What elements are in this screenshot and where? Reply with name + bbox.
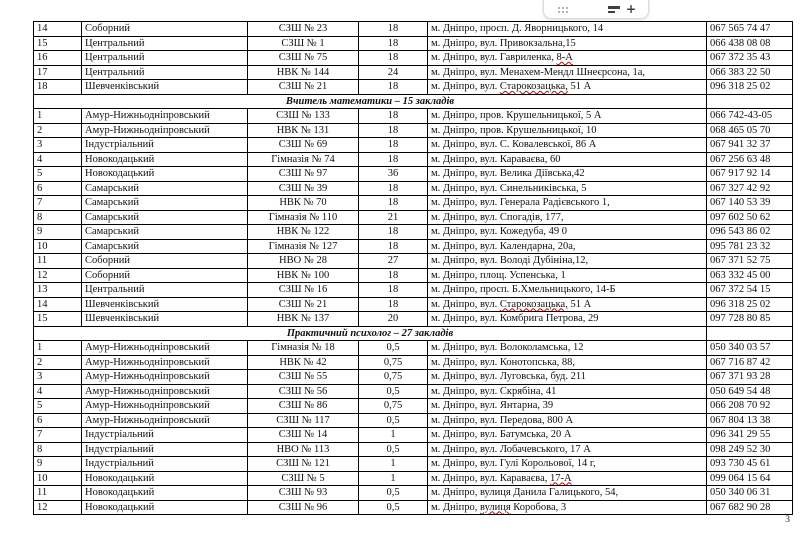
cell-hours[interactable]: 20	[359, 312, 428, 327]
table-row	[34, 210, 793, 225]
table-row	[34, 80, 793, 95]
cell-hours[interactable]: 24	[359, 65, 428, 80]
cell-phone[interactable]: 067 941 32 37	[707, 138, 793, 153]
cell-school[interactable]: НВК № 100	[248, 268, 359, 283]
cell-num[interactable]: 12	[34, 268, 82, 283]
cell-hours[interactable]: 18	[359, 152, 428, 167]
cell-address[interactable]: м. Дніпро, вул. Караваєва, 60	[428, 152, 707, 167]
cell-address[interactable]: м. Дніпро, вул. Гавриленка, 8-А	[428, 51, 707, 66]
cell-address[interactable]: м. Дніпро, вул. Скрябіна, 41	[428, 384, 707, 399]
cell-num[interactable]: 8	[34, 210, 82, 225]
cell-district[interactable]: Амур-Нижньодніпровський	[82, 123, 248, 138]
cell-address[interactable]: м. Дніпро, вул. Велика Діївська,42	[428, 167, 707, 182]
cell-school[interactable]: СЗШ № 121	[248, 457, 359, 472]
table-row	[34, 152, 793, 167]
cell-hours[interactable]: 0,75	[359, 399, 428, 414]
table-row	[34, 22, 793, 37]
misspelled-text: Старокозацька,	[499, 81, 568, 93]
table-row	[34, 355, 793, 370]
table-bars-icon[interactable]	[608, 6, 620, 14]
cell-school[interactable]: СЗШ № 97	[248, 167, 359, 182]
table-row	[34, 283, 793, 298]
cell-hours[interactable]: 0,75	[359, 370, 428, 385]
cell-hours[interactable]: 0,5	[359, 486, 428, 501]
table-row	[34, 109, 793, 124]
cell-school[interactable]: НВО № 28	[248, 254, 359, 269]
cell-hours[interactable]: 18	[359, 22, 428, 37]
cell-district[interactable]: Амур-Нижньодніпровський	[82, 384, 248, 399]
cell-num[interactable]: 2	[34, 355, 82, 370]
table-row	[34, 138, 793, 153]
cell-hours[interactable]: 18	[359, 297, 428, 312]
cell-address[interactable]: м. Дніпро, вул. Генерала Радієвського 1,	[428, 196, 707, 211]
table-row	[34, 254, 793, 269]
cell-hours[interactable]: 0,5	[359, 384, 428, 399]
section-header-row	[34, 326, 793, 341]
cell-district[interactable]: Новокодацький	[82, 167, 248, 182]
cell-hours[interactable]: 0,5	[359, 442, 428, 457]
cell-address[interactable]: м. Дніпро, вул. Лобачевського, 17 А	[428, 442, 707, 457]
misspelled-text: вулиця	[479, 501, 511, 513]
table-row	[34, 500, 793, 515]
cell-phone[interactable]: 098 249 52 30	[707, 442, 793, 457]
cell-school[interactable]: СЗШ № 133	[248, 109, 359, 124]
cell-school[interactable]: СЗШ № 16	[248, 283, 359, 298]
cell-hours[interactable]: 0,5	[359, 413, 428, 428]
table-row	[34, 399, 793, 414]
cell-address[interactable]: м. Дніпро, вул. Передова, 800 А	[428, 413, 707, 428]
cell-district[interactable]: Центральний	[82, 283, 248, 298]
cell-district[interactable]: Самарський	[82, 210, 248, 225]
cell-school[interactable]: СЗШ № 39	[248, 181, 359, 196]
cell-school[interactable]: НВК № 131	[248, 123, 359, 138]
cell-school[interactable]: СЗШ № 21	[248, 80, 359, 95]
cell-phone[interactable]: 050 340 06 31	[707, 486, 793, 501]
cell-school[interactable]: СЗШ № 69	[248, 138, 359, 153]
schools-table-body	[34, 22, 793, 515]
table-row	[34, 239, 793, 254]
misspelled-text: 8-А	[556, 52, 573, 64]
cell-school[interactable]: НВО № 113	[248, 442, 359, 457]
cell-district[interactable]: Шевченківський	[82, 312, 248, 327]
cell-hours[interactable]: 27	[359, 254, 428, 269]
cell-address[interactable]: м. Дніпро, вул. Комбрига Петрова, 29	[428, 312, 707, 327]
table-row	[34, 268, 793, 283]
cell-num[interactable]: 10	[34, 239, 82, 254]
cell-hours[interactable]: 36	[359, 167, 428, 182]
table-row	[34, 36, 793, 51]
cell-district[interactable]: Новокодацький	[82, 486, 248, 501]
plus-icon[interactable]: +	[625, 2, 636, 16]
cell-phone[interactable]: 097 728 80 85	[707, 312, 793, 327]
cell-district[interactable]: Самарський	[82, 225, 248, 240]
cell-num[interactable]: 15	[34, 36, 82, 51]
cell-phone[interactable]: 096 318 25 02	[707, 297, 793, 312]
cell-num[interactable]: 11	[34, 486, 82, 501]
cell-num[interactable]: 2	[34, 123, 82, 138]
cell-district[interactable]: Індустріальний	[82, 457, 248, 472]
cell-address[interactable]: м. Дніпро, вул. Батумська, 20 А	[428, 428, 707, 443]
cell-num[interactable]: 10	[34, 471, 82, 486]
cell-school[interactable]: НВК № 122	[248, 225, 359, 240]
cell-address[interactable]: м. Дніпро, вул. Синельниківська, 5	[428, 181, 707, 196]
cell-school[interactable]: НВК № 137	[248, 312, 359, 327]
cell-school[interactable]: НВК № 70	[248, 196, 359, 211]
cell-address[interactable]: м. Дніпро, вул. Календарна, 20а,	[428, 239, 707, 254]
cell-district[interactable]: Центральний	[82, 51, 248, 66]
cell-school[interactable]: Гімназія № 110	[248, 210, 359, 225]
cell-school[interactable]: СЗШ № 23	[248, 22, 359, 37]
cell-num[interactable]: 1	[34, 109, 82, 124]
cell-num[interactable]: 4	[34, 384, 82, 399]
table-row	[34, 370, 793, 385]
cell-hours[interactable]: 18	[359, 123, 428, 138]
cell-district[interactable]: Самарський	[82, 181, 248, 196]
cell-district[interactable]: Амур-Нижньодніпровський	[82, 399, 248, 414]
cell-district[interactable]: Амур-Нижньодніпровський	[82, 341, 248, 356]
cell-phone[interactable]: 067 140 53 39	[707, 196, 793, 211]
cell-address[interactable]: м. Дніпро, вул. Караваєва, 17-А	[428, 471, 707, 486]
section-title-empty-cell[interactable]	[707, 94, 793, 109]
cell-num[interactable]: 9	[34, 225, 82, 240]
cell-school[interactable]: СЗШ № 96	[248, 500, 359, 515]
cell-district[interactable]: Амур-Нижньодніпровський	[82, 413, 248, 428]
cell-num[interactable]: 7	[34, 196, 82, 211]
table-floating-toolbar	[543, 0, 649, 19]
cell-num[interactable]: 18	[34, 80, 82, 95]
cell-district[interactable]: Амур-Нижньодніпровський	[82, 355, 248, 370]
table-row	[34, 442, 793, 457]
cell-school[interactable]: НВК № 42	[248, 355, 359, 370]
cell-district[interactable]: Амур-Нижньодніпровський	[82, 109, 248, 124]
cell-address[interactable]: м. Дніпро, вул. Кожедуба, 49 0	[428, 225, 707, 240]
cell-hours[interactable]: 18	[359, 36, 428, 51]
table-row	[34, 428, 793, 443]
cell-phone[interactable]: 066 383 22 50	[707, 65, 793, 80]
cell-phone[interactable]: 067 565 74 47	[707, 22, 793, 37]
cell-district[interactable]: Новокодацький	[82, 471, 248, 486]
cell-district[interactable]: Соборний	[82, 254, 248, 269]
cell-school[interactable]: СЗШ № 75	[248, 51, 359, 66]
cell-school[interactable]: СЗШ № 14	[248, 428, 359, 443]
cell-district[interactable]: Самарський	[82, 196, 248, 211]
cell-district[interactable]: Соборний	[82, 268, 248, 283]
cell-address[interactable]: м. Дніпро, пров. Крушельницької, 10	[428, 123, 707, 138]
cell-address[interactable]: м. Дніпро, вул. Конотопська, 88,	[428, 355, 707, 370]
section-title[interactable]: Практичний психолог – 27 закладів	[34, 326, 707, 341]
cell-address[interactable]: м. Дніпро, просп. Б.Хмельницького, 14-Б	[428, 283, 707, 298]
section-title[interactable]: Вчитель математики – 15 закладів	[34, 94, 707, 109]
cell-address[interactable]: м. Дніпро, вул. Володі Дубініна,12,	[428, 254, 707, 269]
cell-phone[interactable]: 050 340 03 57	[707, 341, 793, 356]
cell-num[interactable]: 6	[34, 413, 82, 428]
cell-hours[interactable]: 18	[359, 80, 428, 95]
table-row	[34, 341, 793, 356]
cell-school[interactable]: Гімназія № 74	[248, 152, 359, 167]
cell-phone[interactable]: 099 064 15 64	[707, 471, 793, 486]
cell-hours[interactable]: 1	[359, 471, 428, 486]
cell-address[interactable]: м. Дніпро, просп. Д. Яворницького, 14	[428, 22, 707, 37]
table-row	[34, 181, 793, 196]
cell-num[interactable]: 3	[34, 370, 82, 385]
table-row	[34, 297, 793, 312]
cell-address[interactable]: м. Дніпро, вул. С. Ковалевської, 86 А	[428, 138, 707, 153]
cell-hours[interactable]: 18	[359, 283, 428, 298]
table-row	[34, 225, 793, 240]
cell-phone[interactable]: 067 327 42 92	[707, 181, 793, 196]
cell-phone[interactable]: 066 438 08 08	[707, 36, 793, 51]
table-row	[34, 312, 793, 327]
drag-handle-icon[interactable]	[558, 7, 570, 14]
cell-address[interactable]: м. Дніпро, вул. Гулі Корольової, 14 г,	[428, 457, 707, 472]
cell-phone[interactable]: 067 372 35 43	[707, 51, 793, 66]
cell-hours[interactable]: 18	[359, 138, 428, 153]
cell-hours[interactable]: 18	[359, 196, 428, 211]
cell-phone[interactable]: 095 781 23 32	[707, 239, 793, 254]
cell-hours[interactable]: 21	[359, 210, 428, 225]
cell-district[interactable]: Індустріальний	[82, 138, 248, 153]
cell-hours[interactable]: 18	[359, 239, 428, 254]
cell-district[interactable]: Соборний	[82, 22, 248, 37]
table-row	[34, 486, 793, 501]
section-title-empty-cell[interactable]	[707, 326, 793, 341]
cell-num[interactable]: 7	[34, 428, 82, 443]
cell-num[interactable]: 15	[34, 312, 82, 327]
cell-phone[interactable]: 096 341 29 55	[707, 428, 793, 443]
cell-address[interactable]: м. Дніпро, вул. Волоколамська, 12	[428, 341, 707, 356]
cell-num[interactable]: 11	[34, 254, 82, 269]
page-number: 3	[785, 515, 790, 525]
table-row	[34, 167, 793, 182]
cell-school[interactable]: СЗШ № 5	[248, 471, 359, 486]
cell-phone[interactable]: 063 332 45 00	[707, 268, 793, 283]
cell-num[interactable]: 5	[34, 167, 82, 182]
cell-district[interactable]: Новокодацький	[82, 152, 248, 167]
cell-school[interactable]: СЗШ № 56	[248, 384, 359, 399]
misspelled-text: 17-А	[550, 472, 572, 484]
cell-hours[interactable]: 0,75	[359, 355, 428, 370]
cell-phone[interactable]: 096 543 86 02	[707, 225, 793, 240]
cell-school[interactable]: СЗШ № 1	[248, 36, 359, 51]
cell-school[interactable]: СЗШ № 55	[248, 370, 359, 385]
cell-district[interactable]: Самарський	[82, 239, 248, 254]
cell-hours[interactable]: 0,5	[359, 341, 428, 356]
cell-district[interactable]: Центральний	[82, 65, 248, 80]
table-row	[34, 471, 793, 486]
cell-address[interactable]: м. Дніпро, вул. Старокозацька, 51 А	[428, 80, 707, 95]
cell-phone[interactable]: 050 649 54 48	[707, 384, 793, 399]
cell-hours[interactable]: 18	[359, 109, 428, 124]
cell-hours[interactable]: 1	[359, 457, 428, 472]
misspelled-text: Старокозацька,	[499, 298, 568, 310]
cell-phone[interactable]: 067 682 90 28	[707, 500, 793, 515]
cell-num[interactable]: 3	[34, 138, 82, 153]
table-row	[34, 457, 793, 472]
cell-district[interactable]: Шевченківський	[82, 80, 248, 95]
cell-school[interactable]: СЗШ № 86	[248, 399, 359, 414]
cell-address[interactable]: м. Дніпро, пров. Крушельницької, 5 А	[428, 109, 707, 124]
cell-hours[interactable]: 18	[359, 268, 428, 283]
cell-address[interactable]: м. Дніпро, площ. Успенська, 1	[428, 268, 707, 283]
cell-address[interactable]: м. Дніпро, вул. Старокозацька, 51 А	[428, 297, 707, 312]
table-row	[34, 196, 793, 211]
table-row	[34, 384, 793, 399]
cell-school[interactable]: Гімназія № 18	[248, 341, 359, 356]
cell-phone[interactable]: 067 804 13 38	[707, 413, 793, 428]
cell-district[interactable]: Індустріальний	[82, 428, 248, 443]
table-row	[34, 413, 793, 428]
schools-table	[33, 21, 793, 515]
cell-num[interactable]: 13	[34, 283, 82, 298]
cell-phone[interactable]: 097 602 50 62	[707, 210, 793, 225]
cell-school[interactable]: Гімназія № 127	[248, 239, 359, 254]
cell-hours[interactable]: 1	[359, 428, 428, 443]
cell-phone[interactable]: 067 372 54 15	[707, 283, 793, 298]
cell-district[interactable]: Амур-Нижньодніпровський	[82, 370, 248, 385]
cell-phone[interactable]: 067 716 87 42	[707, 355, 793, 370]
cell-address[interactable]: м. Дніпро, вул. Менахем-Мендл Шнеєрсона, 1а,	[428, 65, 707, 80]
cell-num[interactable]: 17	[34, 65, 82, 80]
cell-phone[interactable]: 067 917 92 14	[707, 167, 793, 182]
table-row	[34, 65, 793, 80]
cell-address[interactable]: м. Дніпро, вул. Янтарна, 39	[428, 399, 707, 414]
cell-address[interactable]: м. Дніпро, вулиця Коробова, 3	[428, 500, 707, 515]
cell-hours[interactable]: 18	[359, 51, 428, 66]
cell-phone[interactable]: 093 730 45 61	[707, 457, 793, 472]
cell-phone[interactable]: 068 465 05 70	[707, 123, 793, 138]
cell-phone[interactable]: 067 371 52 75	[707, 254, 793, 269]
cell-school[interactable]: НВК № 144	[248, 65, 359, 80]
cell-district[interactable]: Новокодацький	[82, 500, 248, 515]
cell-num[interactable]: 1	[34, 341, 82, 356]
cell-address[interactable]: м. Дніпро, вулиця Данила Галицького, 54,	[428, 486, 707, 501]
cell-district[interactable]: Шевченківський	[82, 297, 248, 312]
cell-phone[interactable]: 096 318 25 02	[707, 80, 793, 95]
cell-hours[interactable]: 18	[359, 225, 428, 240]
cell-district[interactable]: Центральний	[82, 36, 248, 51]
cell-num[interactable]: 12	[34, 500, 82, 515]
table-row	[34, 51, 793, 66]
cell-school[interactable]: СЗШ № 93	[248, 486, 359, 501]
cell-num[interactable]: 14	[34, 22, 82, 37]
cell-district[interactable]: Індустріальний	[82, 442, 248, 457]
cell-num[interactable]: 4	[34, 152, 82, 167]
cell-address[interactable]: м. Дніпро, вул. Спогадів, 177,	[428, 210, 707, 225]
cell-phone[interactable]: 066 742-43-05	[707, 109, 793, 124]
cell-phone[interactable]: 067 256 63 48	[707, 152, 793, 167]
cell-school[interactable]: СЗШ № 21	[248, 297, 359, 312]
cell-hours[interactable]: 18	[359, 181, 428, 196]
cell-phone[interactable]: 066 208 70 92	[707, 399, 793, 414]
cell-num[interactable]: 9	[34, 457, 82, 472]
cell-phone[interactable]: 067 371 93 28	[707, 370, 793, 385]
table-row	[34, 123, 793, 138]
cell-num[interactable]: 5	[34, 399, 82, 414]
cell-num[interactable]: 14	[34, 297, 82, 312]
cell-hours[interactable]: 0,5	[359, 500, 428, 515]
cell-address[interactable]: м. Дніпро, вул. Луговська, буд. 211	[428, 370, 707, 385]
cell-address[interactable]: м. Дніпро, вул. Привокзальна,15	[428, 36, 707, 51]
cell-num[interactable]: 16	[34, 51, 82, 66]
cell-school[interactable]: СЗШ № 117	[248, 413, 359, 428]
cell-num[interactable]: 8	[34, 442, 82, 457]
cell-num[interactable]: 6	[34, 181, 82, 196]
section-header-row	[34, 94, 793, 109]
